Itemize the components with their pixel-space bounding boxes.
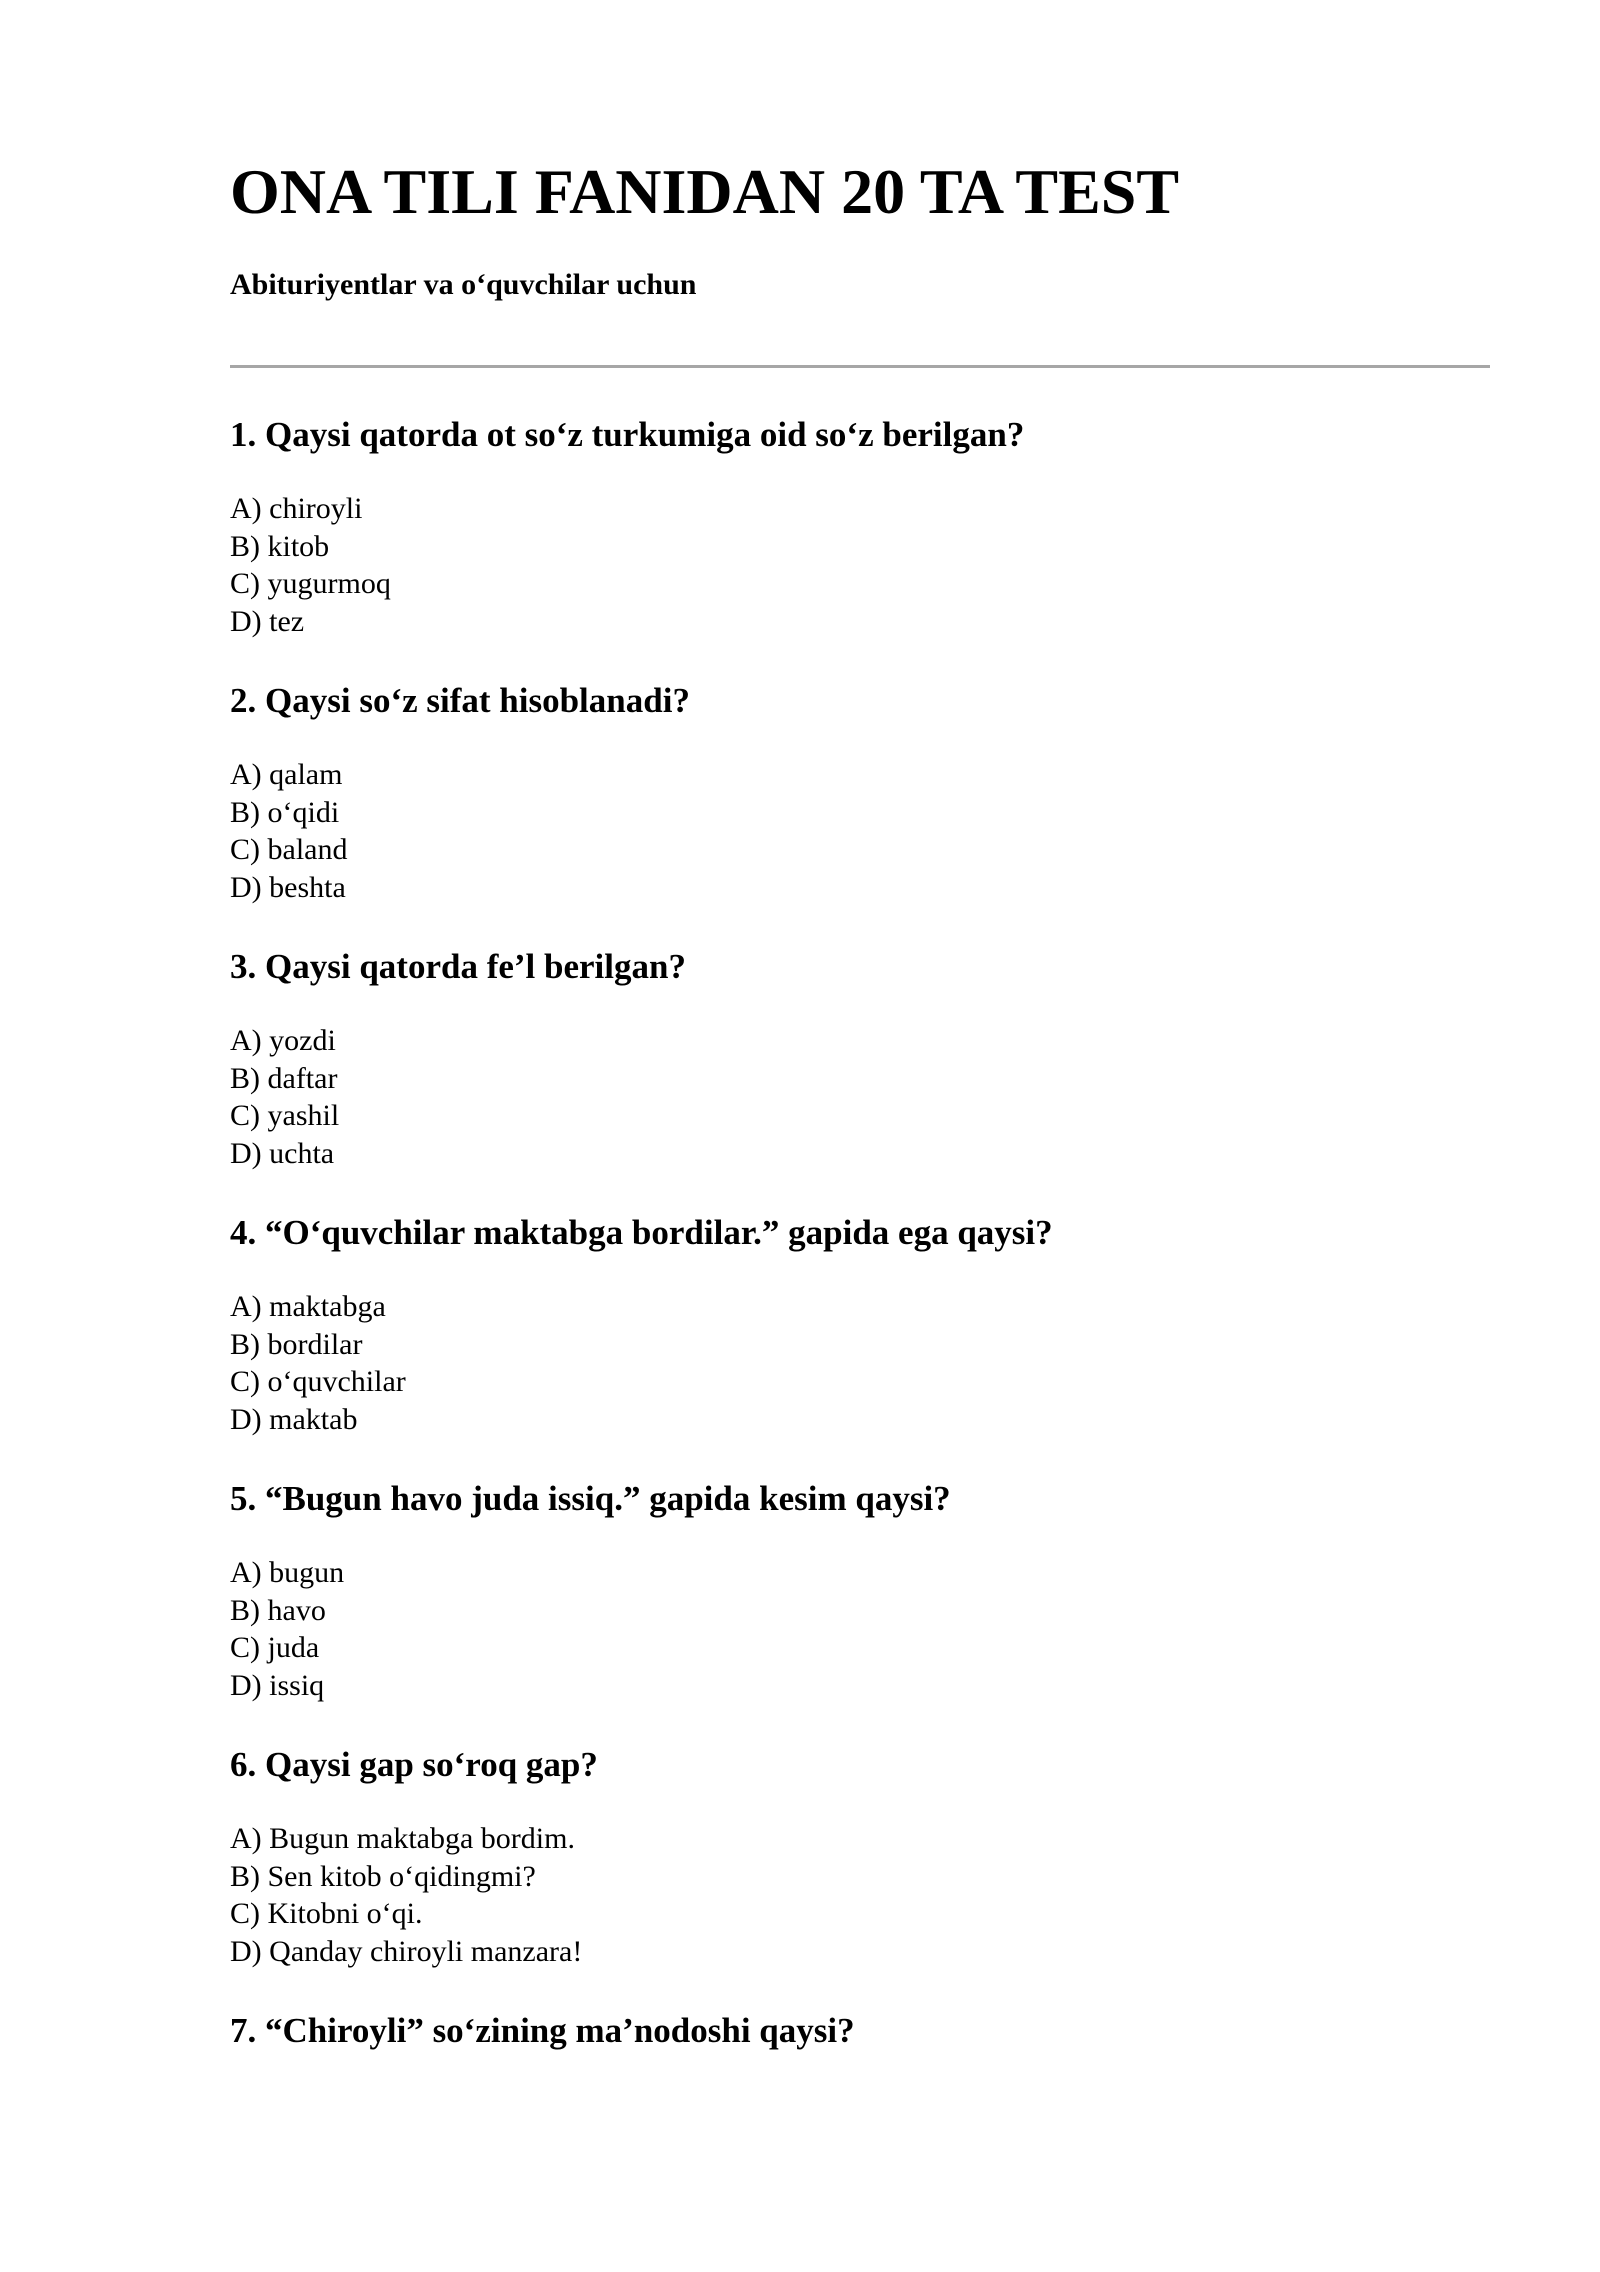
answer-option-b: B) Sen kitob o‘qidingmi? xyxy=(230,1859,536,1893)
question-6 xyxy=(230,1740,1490,2006)
answer-option-b: B) havo xyxy=(230,1593,326,1627)
answer-options xyxy=(230,1554,344,1704)
answer-options xyxy=(230,1288,406,1438)
answer-option-a: A) maktabga xyxy=(230,1290,386,1323)
answer-option-d: D) uchta xyxy=(230,1136,335,1170)
answer-option-b: B) kitob xyxy=(230,529,330,563)
answer-options xyxy=(230,490,391,640)
question-text: 7. “Chiroyli” so‘zining ma’nodoshi qaysi? xyxy=(230,2011,855,2050)
question-text: 1. Qaysi qatorda ot so‘z turkumiga oid so‘z berilgan? xyxy=(230,415,1025,454)
question-text: 2. Qaysi so‘z sifat hisoblanadi? xyxy=(230,681,690,720)
answer-option-d: D) tez xyxy=(230,604,305,638)
answer-option-c: C) juda xyxy=(230,1631,320,1664)
answer-option-b: B) daftar xyxy=(230,1061,338,1095)
answer-option-d: D) maktab xyxy=(230,1402,358,1436)
answer-option-b: B) o‘qidi xyxy=(230,795,340,829)
answer-option-a: A) yozdi xyxy=(230,1024,336,1057)
answer-options xyxy=(230,1820,582,1970)
answer-option-c: C) yugurmoq xyxy=(230,567,391,600)
divider-line xyxy=(230,365,1490,368)
question-7 xyxy=(230,2006,1490,2272)
question-list xyxy=(230,410,1490,2272)
question-text: 6. Qaysi gap so‘roq gap? xyxy=(230,1745,598,1784)
question-text: 5. “Bugun havo juda issiq.” gapida kesim qaysi? xyxy=(230,1479,951,1518)
question-2 xyxy=(230,676,1490,942)
answer-option-a: A) Bugun maktabga bordim. xyxy=(230,1822,575,1855)
answer-option-d: D) issiq xyxy=(230,1668,325,1702)
question-1 xyxy=(230,410,1490,676)
answer-option-c: C) baland xyxy=(230,833,348,866)
answer-option-c: C) yashil xyxy=(230,1099,340,1132)
question-text: 3. Qaysi qatorda fe’l berilgan? xyxy=(230,947,686,986)
answer-option-a: A) qalam xyxy=(230,758,343,791)
answer-option-c: C) o‘quvchilar xyxy=(230,1365,406,1398)
question-3 xyxy=(230,942,1490,1208)
answer-option-a: A) bugun xyxy=(230,1556,345,1589)
question-4 xyxy=(230,1208,1490,1474)
answer-option-c: C) Kitobni o‘qi. xyxy=(230,1897,423,1930)
answer-option-d: D) Qanday chiroyli manzara! xyxy=(230,1934,583,1968)
question-5 xyxy=(230,1474,1490,1740)
document-subtitle: Abituriyentlar va o‘quvchilar uchun xyxy=(230,268,697,301)
answer-options xyxy=(230,756,347,906)
answer-option-d: D) beshta xyxy=(230,870,346,904)
answer-option-b: B) bordilar xyxy=(230,1327,363,1361)
answer-option-a: A) chiroyli xyxy=(230,492,363,525)
question-text: 4. “O‘quvchilar maktabga bordilar.” gapida ega qaysi? xyxy=(230,1213,1053,1252)
document-title: ONA TILI FANIDAN 20 TA TEST xyxy=(230,156,1180,227)
answer-options xyxy=(230,1022,339,1172)
